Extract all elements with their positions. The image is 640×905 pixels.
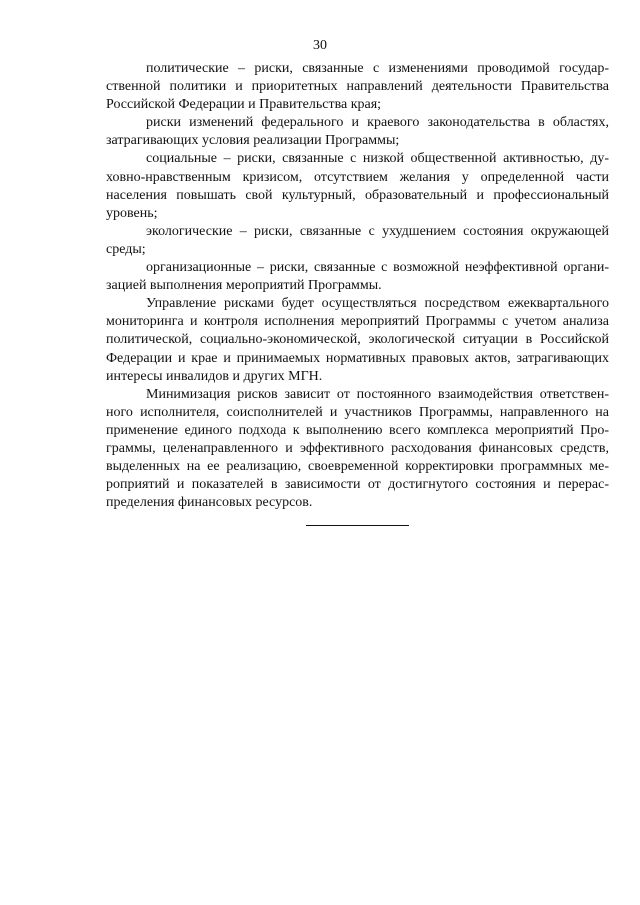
paragraph-ecological-risks: экологические – риски, связанные с ухудшением состояния окружающей среды; [106, 223, 609, 257]
page-number: 30 [313, 38, 327, 53]
paragraph-risk-minimization: Минимизация рисков зависит от постоянного взаимодействия ответственного исполнителя, соисполнителей и участников Программы, направленного на применение единого подхода к выполнению всего комплекса мероприятий Программы, целенаправленного и эффективного расходования финансовых средств, выделенных на ее реализацию, своевременной корректировки программных мероприятий и показателей в зависимости от достигнутого состояния и перераспределения финансовых ресурсов. [106, 386, 609, 511]
paragraph-risk-management: Управление рисками будет осуществляться посредством ежеквартального мониторинга и контроля исполнения мероприятий Программы с учетом анализа политической, социально-экономической, экологической ситуации в Российской Федерации и крае и принимаемых нормативных правовых актов, затрагивающих интересы инвалидов и других МГН. [106, 296, 609, 384]
paragraph-social-risks: социальные – риски, связанные с низкой общественной активностью, духовно-нравственным кризисом, отсутствием желания у определенной части населения повышать свой культурный, образовательный и профессиональный уровень; [106, 151, 609, 221]
document-body [106, 60, 609, 512]
paragraph-political-risks: политические – риски, связанные с изменениями проводимой государственной политики и приоритетных направлений деятельности Правительства Российской Федерации и Правительства края; [106, 61, 609, 113]
paragraph-organizational-risks: организационные – риски, связанные с возможной неэффективной организацией выполнения мероприятий Программы. [106, 260, 609, 294]
paragraph-legislative-risks: риски изменений федерального и краевого законодательства в областях, затрагивающих условия реализации Программы; [106, 115, 609, 149]
end-of-text-rule [306, 525, 409, 526]
